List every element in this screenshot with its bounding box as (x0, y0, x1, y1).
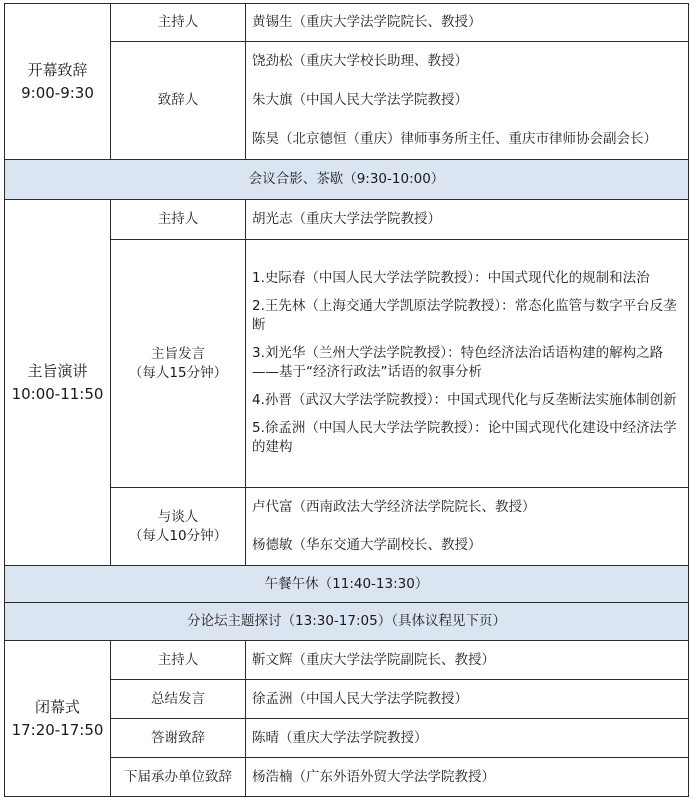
role-note: （每人15分钟） (128, 364, 228, 381)
list-item: 4.孙晋（武汉大学法学院教授）：中国式现代化与反垄断法实施体制创新 (252, 392, 677, 408)
list-item: 5.徐孟洲（中国人民大学法学院教授）：论中国式现代化建设中经济法学的建构 (252, 420, 677, 455)
table-row (5, 641, 689, 680)
list-item: 杨德敏（华东交通大学副校长、教授） (252, 537, 482, 553)
list-item: 朱大旗（中国人民大学法学院教授） (252, 92, 468, 108)
list-item: 陈昊（北京德恒（重庆）律师事务所主任、重庆市律师协会副会长） (252, 131, 657, 147)
discussant-list (246, 488, 689, 566)
role-label: 与谈人 (157, 508, 199, 525)
summary-speaker: 徐孟洲（中国人民大学法学院教授） (246, 680, 689, 719)
session-time: 10:00-11:50 (11, 384, 104, 403)
break-lunch: 午餐午休（11:40-13:30） (5, 566, 689, 603)
role-summary: 总结发言 (111, 680, 246, 719)
session-title: 主旨演讲 (27, 361, 88, 380)
role-speakers: 致辞人 (111, 42, 246, 160)
host-name: 靳文辉（重庆大学法学院副院长、教授） (246, 641, 689, 680)
host-name: 胡光志（重庆大学法学院教授） (246, 200, 689, 240)
keynote-talk-list (246, 240, 689, 488)
list-item: 3.刘光华（兰州大学法学院教授）：特色经济法治话语构建的解构之路——基于“经济行政法”话语的叙事分析 (252, 345, 664, 380)
list-item: 卢代富（西南政法大学经济法学院院长、教授） (252, 499, 536, 515)
table-row (5, 4, 689, 42)
next-host-speaker: 杨浩楠（广东外语外贸大学法学院教授） (246, 758, 689, 797)
session-closing (5, 641, 111, 797)
list-item: 饶劲松（重庆大学校长助理、教授） (252, 53, 468, 69)
table-row (5, 200, 689, 240)
session-time: 9:00-9:30 (21, 83, 94, 102)
subforum-band: 分论坛主题探讨（13:30-17:05）（具体议程见下页） (5, 603, 689, 641)
role-thanks: 答谢致辞 (111, 719, 246, 758)
table-row (5, 566, 689, 603)
role-host: 主持人 (111, 4, 246, 42)
list-item: 2.王先林（上海交通大学凯原法学院教授）：常态化监管与数字平台反垄断 (252, 298, 677, 333)
session-keynote (5, 200, 111, 566)
list-item: 1.史际春（中国人民大学法学院教授）：中国式现代化的规制和法治 (252, 270, 650, 286)
speaker-list (246, 42, 689, 160)
role-host: 主持人 (111, 641, 246, 680)
session-time: 17:20-17:50 (11, 720, 104, 739)
session-title: 开幕致辞 (27, 60, 88, 79)
role-keynote-speakers (111, 240, 246, 488)
role-discussants (111, 488, 246, 566)
role-note: （每人10分钟） (128, 527, 228, 544)
table-row (5, 603, 689, 641)
session-title: 闭幕式 (34, 697, 80, 716)
table-row (5, 160, 689, 200)
role-label: 主旨发言 (151, 345, 205, 362)
role-host: 主持人 (111, 200, 246, 240)
session-opening (5, 4, 111, 160)
role-next-host: 下届承办单位致辞 (111, 758, 246, 797)
break-photo-tea: 会议合影、茶歇（9:30-10:00） (5, 160, 689, 200)
conference-schedule-table (4, 3, 689, 797)
thanks-speaker: 陈晴（重庆大学法学院教授） (246, 719, 689, 758)
host-name: 黄锡生（重庆大学法学院院长、教授） (246, 4, 689, 42)
